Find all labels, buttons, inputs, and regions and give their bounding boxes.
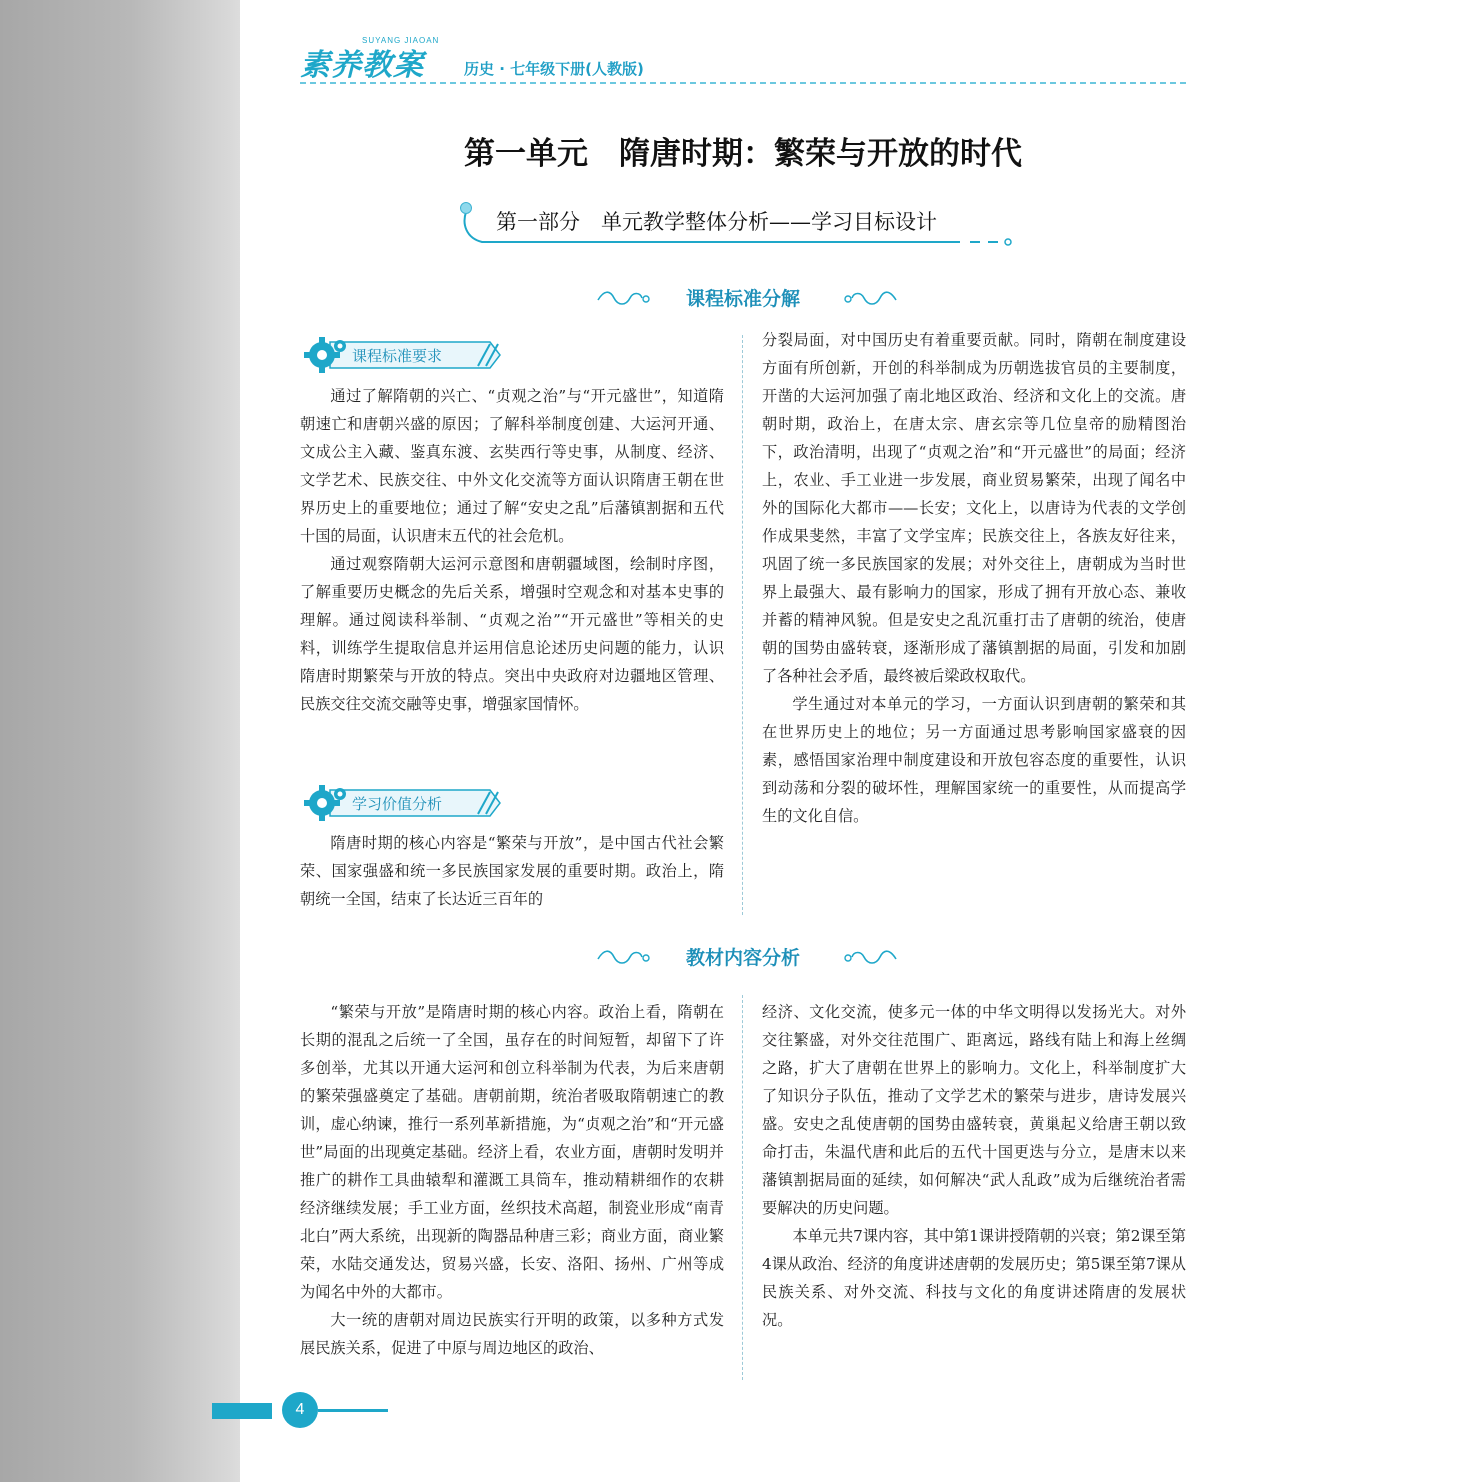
paragraph: 大一统的唐朝对周边民族实行开明的政策，以多种方式发展民族关系，促进了中原与周边地区的政治、: [300, 1311, 724, 1357]
tag-label: 课程标准要求: [352, 347, 443, 365]
section-title: 课程标准分解: [685, 288, 800, 310]
part-title-block: [460, 202, 1030, 252]
brand-subtitle: SUYANG JIAOAN: [362, 36, 440, 45]
paragraph: 分裂局面，对中国历史有着重要贡献。同时，隋朝在制度建设方面有所创新，开创的科举制成为历朝选拔官员的主要制度，开凿的大运河加强了南北地区政治、经济和文化上的交流。唐朝时期，政治上，在唐太宗、唐玄宗等几位皇帝的励精图治下，政治清明，出现了“贞观之治”和“开元盛世”的局面；经济上，农业、手工业进一步发展，商业贸易繁荣，出现了闻名中外的国际化大都市——长安；文化上，以唐诗为代表的文学创作成果斐然，丰富了文学宝库；民族交往上，各族友好往来，巩固了统一多民族国家的发展；对外交往上，唐朝成为当时世界上最强大、最有影响力的国家，形成了拥有开放心态、兼收并蓄的精神风貌。但是安史之乱沉重打击了唐朝的统治，使唐朝的国势由盛转衰，逐渐形成了藩镇割据的局面，引发和加剧了各种社会矛盾，最终被后梁政权取代。: [762, 331, 1186, 685]
paragraph: 学生通过对本单元的学习，一方面认识到唐朝的繁荣和其在世界历史上的地位；另一方面通过思考影响国家盛衰的因素，感悟国家治理中制度建设和开放包容态度的重要性，认识到动荡和分裂的破坏性，理解国家统一的重要性，从而提高学生的文化自信。: [762, 695, 1186, 825]
paragraph: 本单元共7课内容，其中第1课讲授隋朝的兴衰；第2课至第4课从政治、经济的角度讲述唐朝的发展历史；第5课至第7课从民族关系、对外交流、科技与文化的角度讲述隋唐的发展状况。: [762, 1227, 1186, 1329]
brand-title: 素养教案: [300, 48, 424, 83]
footer-bar: [212, 1403, 272, 1419]
brand-logo: [300, 36, 440, 86]
tag-curriculum-requirements: [300, 336, 510, 374]
tag-learning-value: [300, 784, 510, 822]
section1-left-column-bottom: [300, 829, 724, 913]
paragraph: 隋唐时期的核心内容是“繁荣与开放”，是中国古代社会繁荣、国家强盛和统一多民族国家发展的重要时期。政治上，隋朝统一全国，结束了长达近三百年的: [300, 834, 724, 908]
footer-line: [318, 1409, 388, 1412]
paragraph: “繁荣与开放”是隋唐时期的核心内容。政治上看，隋朝在长期的混乱之后统一了全国，虽存在的时间短暂，却留下了许多创举，尤其以开通大运河和创立科举制为代表，为后来唐朝的繁荣强盛奠定了基础。唐朝前期，统治者吸取隋朝速亡的教训，虚心纳谏，推行一系列革新措施，为“贞观之治”和“开元盛世”局面的出现奠定基础。经济上看，农业方面，唐朝时发明并推广的耕作工具曲辕犁和灌溉工具筒车，推动精耕细作的农耕经济继续发展；手工业方面，丝织技术高超，制瓷业形成“南青北白”两大系统，出现新的陶器品种唐三彩；商业方面，商业繁荣，水陆交通发达，贸易兴盛，长安、洛阳、扬州、广州等成为闻名中外的大都市。: [300, 1003, 724, 1301]
section-title: 教材内容分析: [685, 947, 800, 969]
header-divider: [300, 82, 1186, 84]
column-divider: [742, 995, 743, 1380]
section-heading-textbook: [300, 943, 1186, 973]
section-heading-curriculum: [300, 284, 1186, 314]
paragraph: 通过观察隋朝大运河示意图和唐朝疆域图，绘制时序图，了解重要历史概念的先后关系，增强时空观念和对基本史事的理解。通过阅读科举制、“贞观之治”“开元盛世”等相关的史料，训练学生提取信息并运用信息论述历史问题的能力，认识隋唐时期繁荣与开放的特点。突出中央政府对边疆地区管理、民族交往交流交融等史事，增强家国情怀。: [300, 555, 724, 713]
paragraph: 通过了解隋朝的兴亡、“贞观之治”与“开元盛世”，知道隋朝速亡和唐朝兴盛的原因；了解科举制度创建、大运河开通、文成公主入藏、鉴真东渡、玄奘西行等史事，从制度、经济、文学艺术、民族交往、中外文化交流等方面认识隋唐王朝在世界历史上的重要地位；通过了解“安史之乱”后藩镇割据和五代十国的局面，认识唐末五代的社会危机。: [300, 387, 724, 545]
ornament-right-icon: [840, 288, 900, 310]
unit-title: 第一单元 隋唐时期：繁荣与开放的时代: [464, 136, 1022, 172]
section2-right-column: [762, 998, 1186, 1334]
section2-left-column: [300, 998, 724, 1362]
ornament-right-icon: [840, 947, 900, 969]
page-number: 4: [282, 1392, 318, 1428]
tag-label: 学习价值分析: [352, 795, 443, 813]
section1-right-column: [762, 326, 1186, 830]
part-title-text: 第一部分 单元教学整体分析——学习目标设计: [496, 210, 937, 234]
column-divider: [742, 335, 743, 915]
book-info: 历史 · 七年级下册(人教版): [464, 60, 644, 78]
part-title-dot-icon: [460, 202, 472, 214]
section1-left-column-top: [300, 382, 724, 718]
paragraph: 经济、文化交流，使多元一体的中华文明得以发扬光大。对外交往繁盛，对外交往范围广、距离远，路线有陆上和海上丝绸之路，扩大了唐朝在世界上的影响力。文化上，科举制度扩大了知识分子队伍，推动了文学艺术的繁荣与进步，唐诗发展兴盛。安史之乱使唐朝的国势由盛转衰，黄巢起义给唐王朝以致命打击，朱温代唐和此后的五代十国更迭与分立，是唐末以来藩镇割据局面的延续，如何解决“武人乱政”成为后继统治者需要解决的历史问题。: [762, 1003, 1186, 1217]
